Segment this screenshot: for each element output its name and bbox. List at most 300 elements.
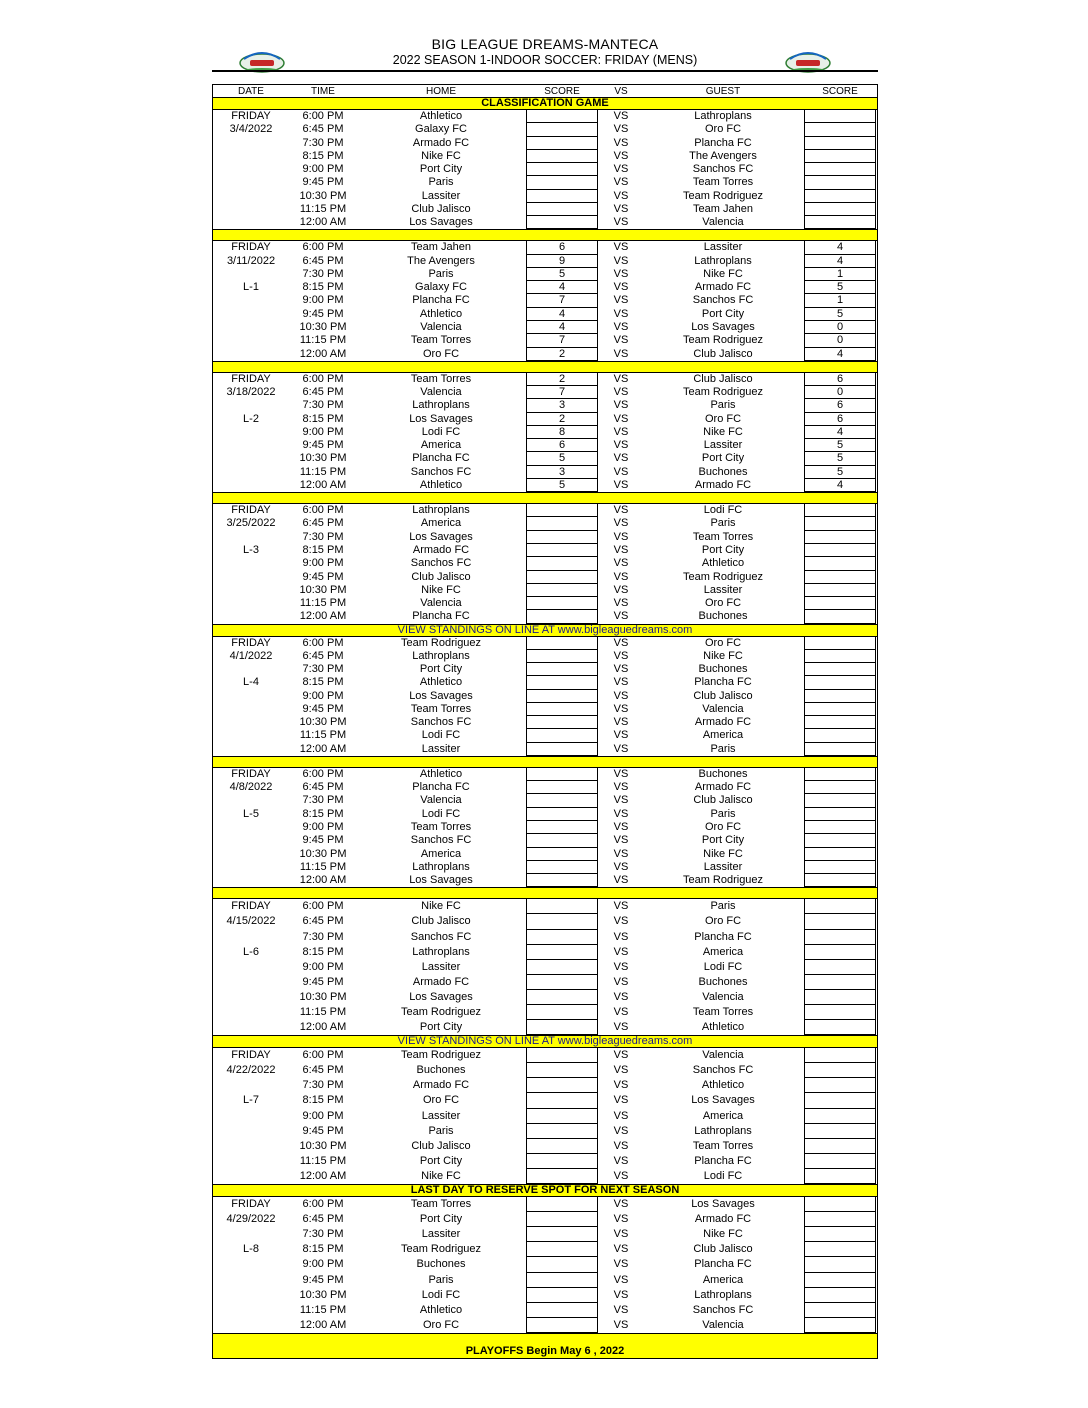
game-time: 8:15 PM bbox=[302, 412, 344, 425]
home-team: Plancha FC bbox=[412, 452, 470, 465]
game-row bbox=[213, 676, 877, 689]
home-team: Team Torres bbox=[410, 334, 472, 347]
league-week-label: L-3 bbox=[243, 543, 259, 556]
league-week-label: L-5 bbox=[243, 807, 259, 820]
vs-label: VS bbox=[613, 915, 629, 928]
vs-label: VS bbox=[613, 123, 629, 136]
home-team: Team Torres bbox=[410, 1198, 472, 1211]
vs-label: VS bbox=[613, 478, 629, 491]
home-score bbox=[525, 110, 599, 123]
guest-score bbox=[803, 663, 877, 676]
vs-label: VS bbox=[613, 1169, 629, 1182]
game-row bbox=[213, 163, 877, 176]
guest-score bbox=[803, 110, 877, 123]
game-time: 9:00 PM bbox=[302, 821, 344, 834]
col-home: HOME bbox=[426, 86, 456, 97]
game-time: 6:45 PM bbox=[302, 386, 344, 399]
home-score: 7 bbox=[558, 294, 566, 307]
game-row bbox=[213, 1139, 877, 1154]
guest-team: America bbox=[702, 729, 744, 742]
guest-score bbox=[803, 1288, 877, 1303]
home-score bbox=[525, 861, 599, 874]
vs-label: VS bbox=[613, 663, 629, 676]
game-time: 7:30 PM bbox=[302, 1228, 344, 1241]
guest-team: Oro FC bbox=[704, 636, 742, 649]
game-row bbox=[213, 874, 877, 887]
vs-label: VS bbox=[613, 372, 629, 385]
vs-label: VS bbox=[613, 465, 629, 478]
guest-score bbox=[803, 914, 877, 929]
guest-score: 0 bbox=[836, 320, 844, 333]
guest-score: 5 bbox=[836, 452, 844, 465]
guest-score: 5 bbox=[836, 307, 844, 320]
guest-score: 6 bbox=[836, 399, 844, 412]
guest-score bbox=[803, 571, 877, 584]
guest-score bbox=[803, 1020, 877, 1035]
guest-team: Lassiter bbox=[703, 241, 743, 254]
vs-label: VS bbox=[613, 860, 629, 873]
game-time: 9:45 PM bbox=[302, 570, 344, 583]
vs-label: VS bbox=[613, 439, 629, 452]
game-time: 9:45 PM bbox=[302, 176, 344, 189]
guest-score bbox=[803, 637, 877, 650]
vs-label: VS bbox=[613, 254, 629, 267]
date-label: 4/22/2022 bbox=[226, 1064, 276, 1077]
game-row bbox=[213, 743, 877, 756]
game-time: 6:00 PM bbox=[302, 110, 344, 122]
home-team: Lassiter bbox=[421, 742, 461, 755]
vs-label: VS bbox=[613, 676, 629, 689]
day-label: FRIDAY bbox=[231, 504, 271, 517]
vs-label: VS bbox=[613, 425, 629, 438]
game-row bbox=[213, 861, 877, 874]
home-team: Port City bbox=[419, 1213, 463, 1226]
game-time: 11:15 PM bbox=[299, 202, 347, 215]
guest-score: 1 bbox=[836, 267, 844, 280]
vs-label: VS bbox=[613, 1318, 629, 1331]
home-team: Paris bbox=[428, 1124, 454, 1137]
guest-score bbox=[803, 1212, 877, 1227]
game-time: 9:00 PM bbox=[302, 163, 344, 176]
game-time: 9:00 PM bbox=[302, 960, 344, 973]
guest-score bbox=[803, 945, 877, 960]
guest-team: Oro FC bbox=[704, 123, 742, 136]
game-row bbox=[213, 1109, 877, 1124]
vs-label: VS bbox=[613, 1273, 629, 1286]
home-team: Team Jahen bbox=[411, 241, 471, 254]
game-row bbox=[213, 413, 877, 426]
home-team: Athletico bbox=[419, 676, 463, 689]
section-banner: LAST DAY TO RESERVE SPOT FOR NEXT SEASON bbox=[213, 1184, 877, 1197]
game-row bbox=[213, 176, 877, 189]
game-time: 6:45 PM bbox=[302, 649, 344, 662]
home-score bbox=[525, 1288, 599, 1303]
game-row bbox=[213, 914, 877, 929]
vs-label: VS bbox=[613, 807, 629, 820]
home-team: Los Savages bbox=[409, 412, 473, 425]
game-time: 9:00 PM bbox=[302, 689, 344, 702]
guest-score bbox=[803, 703, 877, 716]
guest-score bbox=[803, 597, 877, 610]
home-score bbox=[525, 584, 599, 597]
game-row bbox=[213, 571, 877, 584]
guest-team: Club Jalisco bbox=[693, 1243, 753, 1256]
guest-score bbox=[803, 676, 877, 689]
guest-team: Port City bbox=[701, 834, 745, 847]
guest-score bbox=[803, 1257, 877, 1272]
vs-label: VS bbox=[613, 990, 629, 1003]
home-team: Buchones bbox=[416, 1064, 466, 1077]
guest-score: 4 bbox=[836, 347, 844, 360]
game-row bbox=[213, 137, 877, 150]
home-score bbox=[525, 1005, 599, 1020]
guest-score bbox=[803, 1005, 877, 1020]
home-team: Armado FC bbox=[412, 543, 470, 556]
guest-team: Valencia bbox=[702, 1318, 744, 1331]
column-headers bbox=[213, 85, 877, 97]
game-time: 6:45 PM bbox=[302, 781, 344, 794]
vs-label: VS bbox=[613, 930, 629, 943]
home-score bbox=[525, 597, 599, 610]
guest-team: Paris bbox=[710, 807, 736, 820]
game-time: 10:30 PM bbox=[299, 452, 347, 465]
col-home-score: SCORE bbox=[544, 86, 580, 97]
game-row bbox=[213, 268, 877, 281]
home-team: Armado FC bbox=[412, 1079, 470, 1092]
home-score bbox=[525, 945, 599, 960]
game-time: 9:00 PM bbox=[302, 557, 344, 570]
home-score bbox=[525, 914, 599, 929]
home-team: Sanchos FC bbox=[410, 834, 472, 847]
game-row bbox=[213, 452, 877, 465]
game-row bbox=[213, 544, 877, 557]
guest-score bbox=[803, 716, 877, 729]
game-time: 9:00 PM bbox=[302, 1109, 344, 1122]
guest-score bbox=[803, 1197, 877, 1212]
home-score bbox=[525, 975, 599, 990]
game-row bbox=[213, 1093, 877, 1108]
home-score: 6 bbox=[558, 241, 566, 254]
game-time: 8:15 PM bbox=[302, 149, 344, 162]
guest-team: Lodi FC bbox=[703, 1169, 743, 1182]
guest-score bbox=[803, 1078, 877, 1093]
home-team: Nike FC bbox=[421, 1169, 461, 1182]
guest-score bbox=[803, 190, 877, 203]
guest-score bbox=[803, 1227, 877, 1242]
game-row bbox=[213, 1020, 877, 1035]
vs-label: VS bbox=[613, 821, 629, 834]
col-date: DATE bbox=[238, 86, 264, 97]
home-score bbox=[525, 1093, 599, 1108]
game-time: 12:00 AM bbox=[299, 1169, 347, 1182]
home-team: Port City bbox=[419, 663, 463, 676]
vs-label: VS bbox=[613, 834, 629, 847]
game-row bbox=[213, 768, 877, 781]
vs-label: VS bbox=[613, 1094, 629, 1107]
standings-link-banner[interactable]: VIEW STANDINGS ON LINE AT www.bigleaguedreams.com bbox=[213, 624, 877, 637]
home-team: Lassiter bbox=[421, 960, 461, 973]
home-score: 6 bbox=[558, 439, 566, 452]
day-label: FRIDAY bbox=[231, 1049, 271, 1062]
game-time: 6:00 PM bbox=[302, 372, 344, 385]
game-row bbox=[213, 150, 877, 163]
col-guest-score: SCORE bbox=[822, 86, 858, 97]
guest-score bbox=[803, 544, 877, 557]
home-team: America bbox=[420, 517, 462, 530]
game-time: 7:30 PM bbox=[302, 1079, 344, 1092]
home-score bbox=[525, 610, 599, 623]
vs-label: VS bbox=[613, 1288, 629, 1301]
game-row bbox=[213, 990, 877, 1005]
guest-score bbox=[803, 517, 877, 530]
home-team: Valencia bbox=[420, 320, 462, 333]
guest-score bbox=[803, 1242, 877, 1257]
game-time: 12:00 AM bbox=[299, 874, 347, 887]
home-team: Los Savages bbox=[409, 874, 473, 887]
guest-team: Plancha FC bbox=[694, 136, 752, 149]
guest-score: 6 bbox=[836, 372, 844, 385]
home-team: Lodi FC bbox=[421, 729, 461, 742]
playoffs-banner bbox=[213, 1333, 877, 1358]
home-score bbox=[525, 571, 599, 584]
home-team: Athletico bbox=[419, 1303, 463, 1316]
game-row bbox=[213, 610, 877, 623]
home-team: Lodi FC bbox=[421, 807, 461, 820]
game-row bbox=[213, 1318, 877, 1333]
home-team: Club Jalisco bbox=[411, 202, 471, 215]
vs-label: VS bbox=[613, 1228, 629, 1241]
game-row bbox=[213, 426, 877, 439]
game-row bbox=[213, 386, 877, 399]
home-team: Nike FC bbox=[421, 583, 461, 596]
guest-score bbox=[803, 610, 877, 623]
game-row bbox=[213, 821, 877, 834]
guest-score bbox=[803, 203, 877, 216]
vs-label: VS bbox=[613, 1049, 629, 1062]
day-label: FRIDAY bbox=[231, 241, 271, 254]
guest-score bbox=[803, 794, 877, 807]
game-row bbox=[213, 584, 877, 597]
guest-team: Plancha FC bbox=[694, 930, 752, 943]
guest-team: Team Jahen bbox=[693, 202, 753, 215]
home-team: Team Rodriguez bbox=[400, 636, 482, 649]
date-label: 4/1/2022 bbox=[229, 649, 273, 662]
vs-label: VS bbox=[613, 781, 629, 794]
game-row bbox=[213, 960, 877, 975]
home-score bbox=[525, 1273, 599, 1288]
game-row bbox=[213, 517, 877, 530]
guest-score: 0 bbox=[836, 386, 844, 399]
home-team: Sanchos FC bbox=[410, 716, 472, 729]
home-score bbox=[525, 517, 599, 530]
home-score bbox=[525, 1257, 599, 1272]
guest-team: Armado FC bbox=[694, 716, 752, 729]
game-time: 8:15 PM bbox=[302, 543, 344, 556]
col-vs: VS bbox=[614, 86, 628, 97]
standings-link-banner[interactable]: VIEW STANDINGS ON LINE AT www.bigleaguedreams.com bbox=[213, 1035, 877, 1048]
week-separator bbox=[213, 492, 877, 504]
guest-score bbox=[803, 861, 877, 874]
game-time: 12:00 AM bbox=[299, 610, 347, 623]
home-score bbox=[525, 808, 599, 821]
league-week-label: L-6 bbox=[243, 945, 259, 958]
home-score bbox=[525, 690, 599, 703]
game-row bbox=[213, 808, 877, 821]
guest-team: Paris bbox=[710, 900, 736, 913]
vs-label: VS bbox=[613, 583, 629, 596]
home-score bbox=[525, 729, 599, 742]
home-score: 7 bbox=[558, 334, 566, 347]
vs-label: VS bbox=[613, 110, 629, 122]
guest-team: America bbox=[702, 1109, 744, 1122]
home-score bbox=[525, 743, 599, 756]
game-row bbox=[213, 334, 877, 347]
home-score bbox=[525, 216, 599, 229]
game-row bbox=[213, 1005, 877, 1020]
home-team: Lassiter bbox=[421, 1109, 461, 1122]
game-time: 8:15 PM bbox=[302, 1094, 344, 1107]
guest-score: 5 bbox=[836, 281, 844, 294]
page-title: BIG LEAGUE DREAMS-MANTECA bbox=[431, 36, 659, 52]
guest-team: Lathroplans bbox=[694, 110, 752, 122]
guest-team: Valencia bbox=[702, 1049, 744, 1062]
vs-label: VS bbox=[613, 189, 629, 202]
guest-score: 4 bbox=[836, 425, 844, 438]
day-label: FRIDAY bbox=[231, 110, 271, 122]
game-row bbox=[213, 690, 877, 703]
vs-label: VS bbox=[613, 794, 629, 807]
guest-team: Lodi FC bbox=[703, 504, 743, 517]
guest-team: Nike FC bbox=[703, 649, 743, 662]
guest-team: Buchones bbox=[698, 610, 748, 623]
week-separator bbox=[213, 887, 877, 899]
home-score bbox=[525, 176, 599, 189]
home-team: Los Savages bbox=[409, 990, 473, 1003]
home-score bbox=[525, 874, 599, 887]
vs-label: VS bbox=[613, 1243, 629, 1256]
col-time: TIME bbox=[311, 86, 335, 97]
schedule-table bbox=[212, 84, 878, 1359]
guest-team: Paris bbox=[710, 517, 736, 530]
game-time: 8:15 PM bbox=[302, 676, 344, 689]
guest-team: Team Torres bbox=[692, 530, 754, 543]
guest-team: Team Rodriguez bbox=[682, 570, 764, 583]
home-score bbox=[525, 137, 599, 150]
guest-team: Nike FC bbox=[703, 847, 743, 860]
home-score bbox=[525, 1197, 599, 1212]
game-time: 7:30 PM bbox=[302, 794, 344, 807]
date-label: 3/25/2022 bbox=[226, 517, 276, 530]
game-time: 8:15 PM bbox=[302, 807, 344, 820]
home-score: 5 bbox=[558, 478, 566, 491]
home-score bbox=[525, 1303, 599, 1318]
guest-team: Paris bbox=[710, 742, 736, 755]
game-row bbox=[213, 399, 877, 412]
guest-score bbox=[803, 1093, 877, 1108]
guest-score: 5 bbox=[836, 465, 844, 478]
guest-score bbox=[803, 1124, 877, 1139]
guest-score bbox=[803, 137, 877, 150]
guest-score: 4 bbox=[836, 478, 844, 491]
game-time: 8:15 PM bbox=[302, 281, 344, 294]
home-team: Athletico bbox=[419, 307, 463, 320]
vs-label: VS bbox=[613, 636, 629, 649]
home-score bbox=[525, 1109, 599, 1124]
game-row bbox=[213, 479, 877, 492]
game-time: 11:15 PM bbox=[299, 729, 347, 742]
home-team: Galaxy FC bbox=[415, 281, 467, 294]
guest-team: Armado FC bbox=[694, 781, 752, 794]
home-team: Plancha FC bbox=[412, 294, 470, 307]
guest-score bbox=[803, 123, 877, 136]
guest-score bbox=[803, 1169, 877, 1184]
guest-team: Port City bbox=[701, 543, 745, 556]
home-team: Lassiter bbox=[421, 189, 461, 202]
week-separator bbox=[213, 361, 877, 373]
guest-team: Lassiter bbox=[703, 439, 743, 452]
guest-score bbox=[803, 781, 877, 794]
game-row bbox=[213, 1124, 877, 1139]
home-score: 5 bbox=[558, 452, 566, 465]
game-row bbox=[213, 1048, 877, 1063]
game-row bbox=[213, 1197, 877, 1212]
guest-team: Athletico bbox=[701, 557, 745, 570]
game-time: 10:30 PM bbox=[299, 716, 347, 729]
game-time: 7:30 PM bbox=[302, 530, 344, 543]
home-team: Los Savages bbox=[409, 689, 473, 702]
guest-team: Paris bbox=[710, 399, 736, 412]
home-score bbox=[525, 1154, 599, 1169]
home-team: Lathroplans bbox=[412, 399, 470, 412]
home-score bbox=[525, 637, 599, 650]
game-time: 6:00 PM bbox=[302, 636, 344, 649]
guest-team: Sanchos FC bbox=[692, 294, 754, 307]
guest-score: 5 bbox=[836, 439, 844, 452]
guest-score bbox=[803, 1048, 877, 1063]
home-score bbox=[525, 163, 599, 176]
game-row bbox=[213, 637, 877, 650]
game-row bbox=[213, 190, 877, 203]
game-time: 9:00 PM bbox=[302, 294, 344, 307]
vs-label: VS bbox=[613, 945, 629, 958]
game-time: 10:30 PM bbox=[299, 189, 347, 202]
vs-label: VS bbox=[613, 149, 629, 162]
game-time: 10:30 PM bbox=[299, 990, 347, 1003]
home-team: Nike FC bbox=[421, 149, 461, 162]
home-score bbox=[525, 123, 599, 136]
day-label: FRIDAY bbox=[231, 1198, 271, 1211]
home-score bbox=[525, 716, 599, 729]
game-time: 6:00 PM bbox=[302, 504, 344, 517]
game-row bbox=[213, 557, 877, 570]
vs-label: VS bbox=[613, 176, 629, 189]
guest-score bbox=[803, 848, 877, 861]
home-team: Armado FC bbox=[412, 975, 470, 988]
guest-score bbox=[803, 1109, 877, 1124]
guest-team: Buchones bbox=[698, 465, 748, 478]
game-time: 9:45 PM bbox=[302, 1273, 344, 1286]
game-time: 7:30 PM bbox=[302, 267, 344, 280]
vs-label: VS bbox=[613, 1198, 629, 1211]
game-time: 12:00 AM bbox=[299, 742, 347, 755]
home-team: Buchones bbox=[416, 1258, 466, 1271]
game-time: 7:30 PM bbox=[302, 663, 344, 676]
guest-score: 4 bbox=[836, 241, 844, 254]
game-row bbox=[213, 203, 877, 216]
game-time: 8:15 PM bbox=[302, 945, 344, 958]
vs-label: VS bbox=[613, 767, 629, 780]
home-score bbox=[525, 821, 599, 834]
